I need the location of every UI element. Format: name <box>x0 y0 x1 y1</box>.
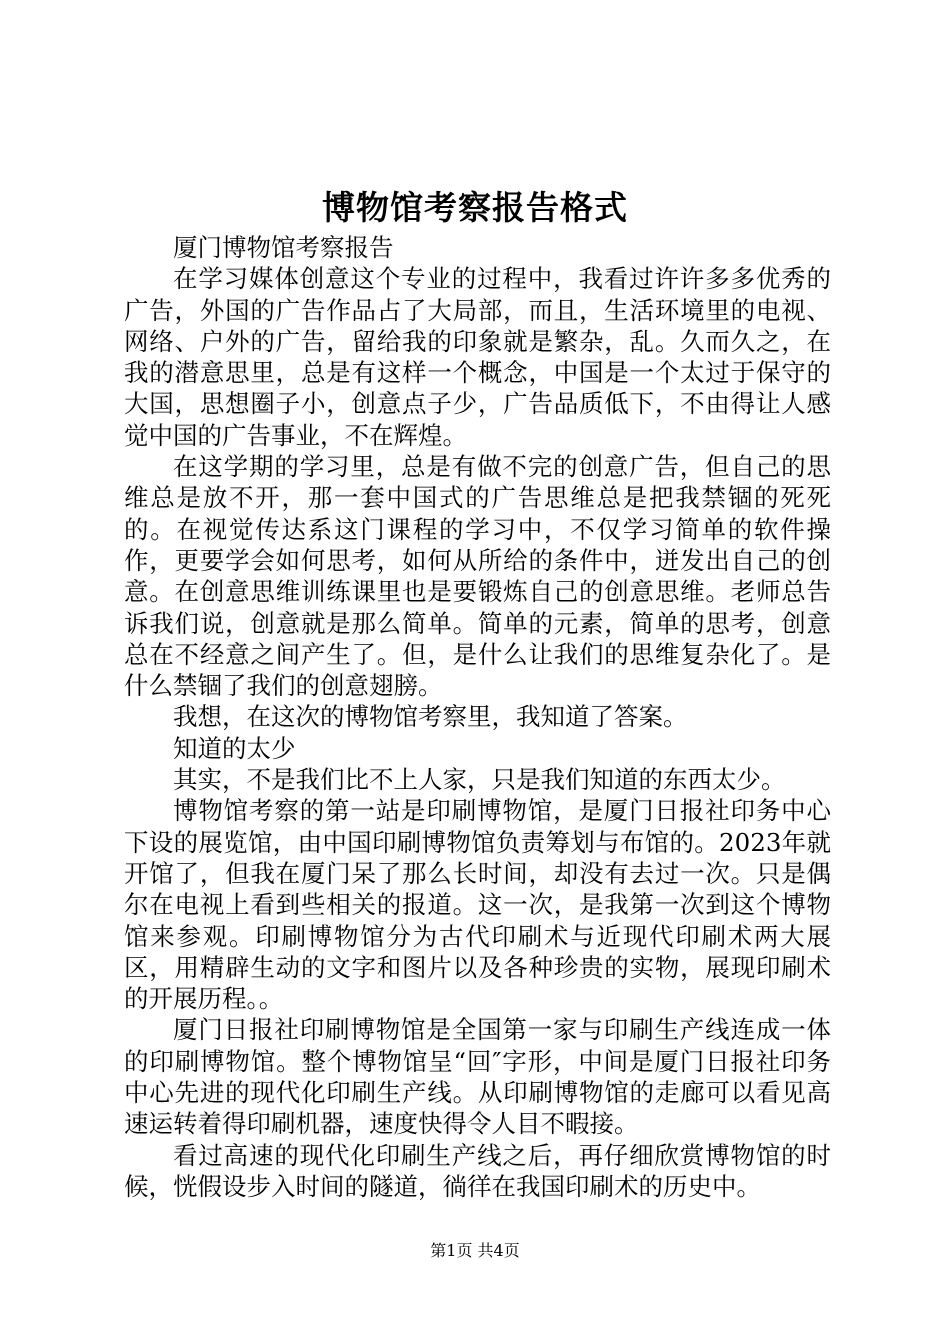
paragraph: 看过高速的现代化印刷生产线之后，再仔细欣赏博物馆的时候，恍假设步入时间的隧道，徜徉在我国印刷术的历史中。 <box>124 1140 831 1201</box>
page-number-footer: 第1页 共4页 <box>430 1241 520 1260</box>
paragraph: 博物馆考察的第一站是印刷博物馆，是厦门日报社印务中心下设的展览馆，由中国印刷博物馆负责筹划与布馆的。2023年就开馆了，但我在厦门呆了那么长时间，却没有去过一次。只是偶尔在电视上看到些相关的报道。这一次，是我第一次到这个博物馆来参观。印刷博物馆分为古代印刷术与近现代印刷术两大展区，用精辟生动的文字和图片以及各种珍贵的实物，展现印刷术的开展历程。。 <box>124 796 831 1014</box>
document-body <box>124 232 831 1202</box>
paragraph: 在学习媒体创意这个专业的过程中，我看过许许多多优秀的广告，外国的广告作品占了大局部，而且，生活环境里的电视、网络、户外的广告，留给我的印象就是繁杂，乱。久而久之，在我的潜意思里，总是有这样一个概念，中国是一个太过于保守的大国，思想圈子小，创意点子少，广告品质低下，不由得让人感觉中国的广告事业，不在辉煌。 <box>124 264 831 450</box>
paragraph: 在这学期的学习里，总是有做不完的创意广告，但自己的思维总是放不开，那一套中国式的广告思维总是把我禁锢的死死的。在视觉传达系这门课程的学习中，不仅学习简单的软件操作，更要学会如何思考，如何从所给的条件中，迸发出自己的创意。在创意思维训练课里也是要锻炼自己的创意思维。老师总告诉我们说，创意就是那么简单。简单的元素，简单的思考，创意总在不经意之间产生了。但，是什么让我们的思维复杂化了。是什么禁锢了我们的创意翅膀。 <box>124 452 831 701</box>
paragraph-heading: 知道的太少 <box>173 733 296 763</box>
paragraph: 我想，在这次的博物馆考察里，我知道了答案。 <box>173 702 688 732</box>
paragraph: 厦门日报社印刷博物馆是全国第一家与印刷生产线连成一体的印刷博物馆。整个博物馆呈“回″字形，中间是厦门日报社印务中心先进的现代化印刷生产线。从印刷博物馆的走廊可以看见高速运转着得印刷机器，速度快得令人目不暇接。 <box>124 1015 831 1139</box>
document-title: 博物馆考察报告格式 <box>322 188 628 227</box>
paragraph: 其实，不是我们比不上人家，只是我们知道的东西太少。 <box>173 765 786 795</box>
paragraph-subtitle: 厦门博物馆考察报告 <box>173 233 394 262</box>
